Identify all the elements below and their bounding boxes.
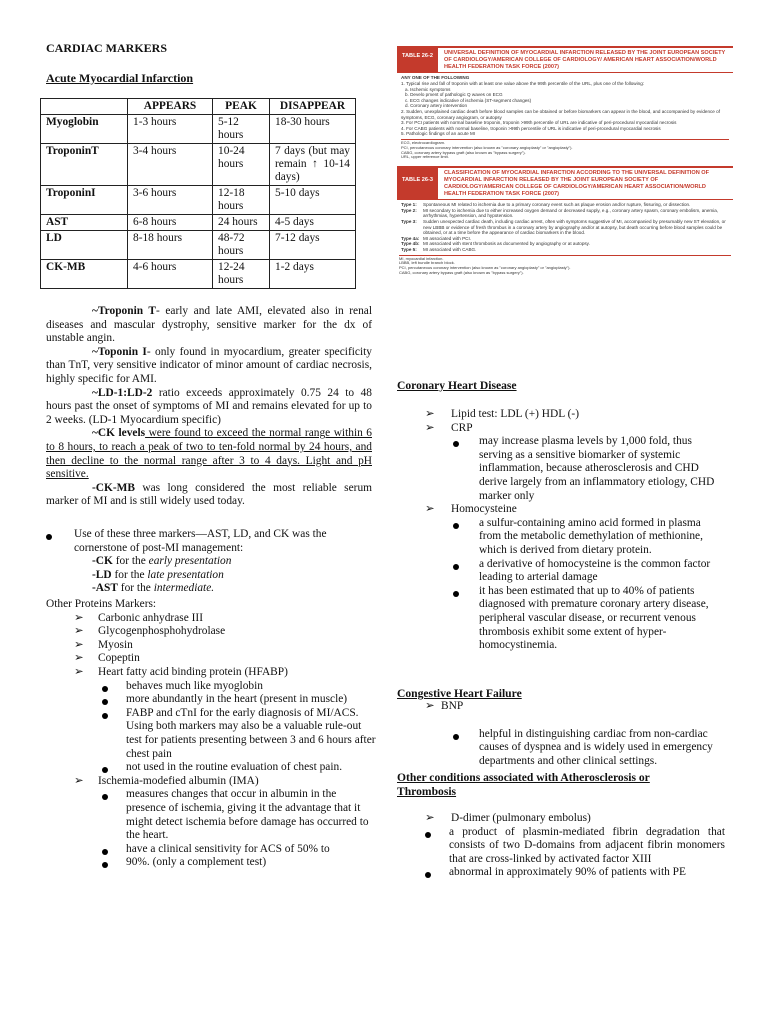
footnote: LBBB, left bundle branch block. (399, 260, 455, 266)
table-26-2-header (397, 46, 733, 73)
troponin-i-text: - only found in myocardium, greater specificity than TnT, very sensitive indicator of minor amount of cardiac necrosis, highly specific for AMI. (46, 345, 372, 385)
ast-use-text: intermediate. (153, 582, 215, 595)
marker-disappear: 7-12 days (270, 231, 356, 260)
table-header: PEAK (213, 99, 270, 115)
list-item (397, 422, 725, 436)
table-26-2-line: 2. Sudden, unexplained cardiac death before blood samples can be obtained or before biomarkers can appear in the blood, and accompanied by evidence of symptoms, ECG, coronary angiogram, or autopsy (401, 108, 720, 120)
list-item (397, 435, 725, 503)
footnote: ECG, electrocardiogram. (401, 139, 446, 145)
table-26-2-subheading: ANY ONE OF THE FOLLOWING (401, 75, 470, 81)
list-item (46, 775, 376, 789)
bullet-dot-icon (453, 438, 459, 452)
other-conditions-section (397, 812, 725, 880)
marker-peak: 24 hours (213, 215, 270, 231)
table-row (41, 186, 356, 215)
ld-term: -LD (92, 568, 112, 581)
bullet-dot-icon (453, 588, 459, 602)
ima-point: 90%. (only a complement test) (126, 856, 267, 869)
marker-name: LD (41, 231, 128, 260)
list-item (46, 528, 372, 555)
hfabp-point: behaves much like myoglobin (126, 679, 263, 692)
hfabp-point: more abundantly in the heart (present in muscle) (126, 693, 348, 706)
ck-mb-label: -CK-MB (92, 481, 136, 494)
other-conditions-heading: Other conditions associated with Atherosclerosis or Thrombosis (397, 771, 650, 798)
arrow-bullet-icon: ➢ (425, 408, 435, 420)
bullet-dot-icon (453, 731, 459, 745)
marker-name: TroponinI (41, 186, 128, 215)
ddimer-item: D-dimer (pulmonary embolus) (451, 812, 591, 824)
ck-mb-text: was long considered the most reliable serum marker of MI and is still widely used today. (46, 481, 372, 508)
list-item (397, 700, 725, 714)
ima-point: measures changes that occur in albumin in the presence of ischemia, giving it the advantage that it might detect ischemia before damage has occurred to the heart. (126, 788, 369, 842)
bullet-dot-icon (453, 561, 459, 575)
table-header-row (41, 99, 356, 115)
list-item (397, 728, 725, 769)
footnote: CABG, coronary artery bypass graft (also known as "bypass surgery"). (401, 149, 526, 155)
ast-use (46, 582, 372, 596)
list-item (397, 812, 725, 826)
table-26-3-tag: TABLE 26-3 (397, 168, 438, 199)
list-item (46, 856, 376, 870)
list-item (46, 788, 376, 842)
page-title: CARDIAC MARKERS (46, 41, 168, 55)
marker-peak: 48-72 hours (213, 231, 270, 260)
table-26-2-line: 4. For CABG patients with normal baseline, troponin >99th percentile of URL is indicative of peri-procedural myocardial necrosis (401, 125, 661, 131)
list-item (397, 585, 725, 653)
other-proteins-heading: Other Proteins Markers: (46, 598, 157, 610)
ck-for: for the (112, 555, 149, 568)
crp-item: CRP (451, 421, 473, 434)
arrow-bullet-icon: ➢ (74, 638, 84, 651)
ck-text: were found to exceed the normal range within 6 to 8 hours, to reach a peak of two to ten-fold normal by 24 hours, and then decline to the normal range after 3 to 4 days. Light and pH sensitive. (46, 427, 372, 481)
list-item (46, 707, 376, 761)
footnote: PCI, percutaneous coronary intervention (also known as "coronary angioplasty" or "angioplasty"). (399, 265, 571, 271)
protein-item: Carbonic anhydrase III (98, 611, 204, 624)
bullet-dot-icon (425, 829, 431, 843)
protein-item: Heart fatty acid binding protein (HFABP) (98, 665, 288, 678)
homocysteine-item: Homocysteine (451, 503, 517, 516)
table-26-2-line: 3. For PCI patients with normal baseline troponin, troponin >99th percentile of URL are indicative of peri-procedural myocardial necrosis (401, 120, 677, 126)
ck-label: ~CK levels (92, 427, 146, 440)
ck-use-text: early presentation (148, 555, 232, 568)
troponin-t-label: ~Troponin T (92, 305, 157, 317)
ld-label: ~LD-1:LD-2 (92, 386, 153, 399)
ck-use (46, 555, 372, 569)
table-26-2-line: 5. Pathologic findings of an acute MI (401, 131, 476, 137)
table-26-2-line: d. Coronary artery intervention (405, 103, 468, 109)
table-26-3-title: CLASSIFICATION OF MYOCARDIAL INFARCTION ACCORDING TO THE UNIVERSAL DEFINITION OF MYOCARDIAL INFARCTION RELEASED BY THE JOINT EUROPEAN SOCIETY OF CARDIOLOGY/AMERICAN COLLEGE OF CARDIOLOGY/AMERICAN HEART ASSOCIATION/WORLD HEALTH FEDERATION TASK FORCE (2007) (443, 170, 710, 197)
table-row (41, 231, 356, 260)
arrow-bullet-icon: ➢ (425, 812, 435, 824)
troponin-t-note (46, 305, 372, 346)
ami-heading: Acute Myocardial Infarction (46, 71, 194, 85)
arrow-bullet-icon: ➢ (425, 700, 435, 712)
list-item (46, 680, 376, 694)
hfabp-point: not used in the routine evaluation of chest pain. (126, 761, 343, 774)
table-26-2-footnotes (401, 139, 729, 160)
ck-mb-note (46, 482, 372, 509)
troponin-t-text: - early and late AMI, elevated also in renal diseases and mascular dystrophy, sensitive marker for the dx of unstable angin. (46, 305, 372, 345)
table-26-3-header (397, 166, 733, 200)
arrow-bullet-icon: ➢ (74, 625, 84, 638)
ck-note (46, 427, 372, 481)
marker-notes (46, 305, 372, 509)
marker-appears: 3-4 hours (128, 144, 213, 186)
marker-peak: 10-24 hours (213, 144, 270, 186)
mi-definition-figure (397, 46, 733, 372)
marker-disappear: 18-30 hours (270, 115, 356, 144)
lipid-item: Lipid test: LDL (+) HDL (-) (451, 408, 579, 420)
footnote: CABG, coronary artery bypass graft (also known as "bypass surgery"). (399, 270, 524, 276)
bullet-dot-icon (425, 869, 431, 883)
bullet-dot-icon (102, 791, 108, 805)
table-row (41, 260, 356, 289)
marker-appears: 6-8 hours (128, 215, 213, 231)
footnote: URL, upper reference limit. (401, 154, 449, 160)
list-item (397, 517, 725, 558)
table-header (41, 99, 128, 115)
table-header: APPEARS (128, 99, 213, 115)
marker-disappear: 4-5 days (270, 215, 356, 231)
footnote: PCI, percutaneous coronary intervention (also known as "coronary angioplasty" or "angioplasty"). (401, 144, 573, 150)
arrow-bullet-icon: ➢ (74, 652, 84, 665)
list-item (397, 558, 725, 585)
list-item (397, 408, 725, 422)
marker-name: TroponinT (41, 144, 128, 186)
marker-disappear: 7 days (but may remain ↑ 10-14 days) (270, 144, 356, 186)
ld-text: ratio exceeds approximately 0.75 24 to 48 hours past the onset of symptoms of MI and remains elevated for up to 2 weeks. (LD-1 Myocardium specific) (46, 386, 372, 426)
other-proteins-section (46, 598, 376, 870)
troponin-i-label: ~Toponin I (92, 345, 147, 358)
ast-for: for the (117, 582, 154, 595)
marker-name: AST (41, 215, 128, 231)
table-26-2-title: UNIVERSAL DEFINITION OF MYOCARDIAL INFARCTION RELEASED BY THE JOINT EUROPEAN SOCIETY OF CARDIOLOGY/AMERICAN COLLEGE OF CARDIOLOGY/ AMERICAN HEART ASSOCIATION/WORLD HEALTH FEDERATION TASK FORCE (2007) (443, 50, 726, 70)
marker-appears: 4-6 hours (128, 260, 213, 289)
cardiac-marker-table (40, 98, 356, 289)
mi-type-value: MI associated with PCI. (423, 235, 471, 241)
list-item (46, 625, 376, 639)
list-item (46, 612, 376, 626)
homocysteine-point: it has been estimated that up to 40% of patients diagnosed with premature coronary artery disease, peripheral vascular disease, or recurrent venous thrombosis exhibit some extent of hyper-homocystinemia. (479, 584, 709, 652)
arrow-bullet-icon: ➢ (74, 665, 84, 678)
protein-item: Glycogenphosphohydrolase (98, 625, 226, 638)
marker-peak: 5-12 hours (213, 115, 270, 144)
arrow-bullet-icon: ➢ (425, 421, 435, 434)
ld-for: for the (111, 568, 148, 581)
table-26-2-line: c. ECG changes indicative of ischemia (ST-segment changes) (405, 97, 532, 103)
table-header: DISAPPEAR (270, 99, 356, 115)
marker-appears: 1-3 hours (128, 115, 213, 144)
marker-appears: 8-18 hours (128, 231, 213, 260)
marker-peak: 12-24 hours (213, 260, 270, 289)
list-item (46, 843, 376, 857)
arrow-bullet-icon: ➢ (74, 774, 84, 787)
ddimer-point: a product of plasmin-mediated fibrin degradation that consists of two D-domains from adjacent fibrin monomers that are cross-linked by activated factor XIII (449, 825, 725, 865)
mi-type-value: MI secondary to ischemia due to either increased oxygen demand or decreased supply, e.g., coronary artery spasm, coronary embolism, anemia, arrhythmias, hypertension, and hypotension. (423, 207, 719, 219)
chf-section (397, 700, 725, 768)
list-item (397, 866, 725, 880)
mi-type-row (399, 219, 731, 236)
arrow-bullet-icon: ➢ (74, 611, 84, 624)
mi-type-key: Type 1: (401, 202, 417, 208)
three-markers-text: Use of these three markers—AST, LD, and CK was the cornerstone of post-MI management: (74, 528, 327, 554)
chd-section (397, 408, 725, 653)
homocysteine-point: a sulfur-containing amino acid formed in plasma from the metabolic demethylation of methionine, which is derived from dietary protein. (479, 516, 703, 556)
table-26-2-line: a. Ischemic symptoms (405, 86, 451, 92)
mi-type-key: Type 2: (401, 207, 417, 213)
protein-item: Myosin (98, 638, 133, 651)
list-item (46, 761, 376, 775)
table-26-2-tag: TABLE 26-2 (397, 48, 438, 72)
table-row (41, 115, 356, 144)
ast-term: -AST (92, 582, 118, 595)
table-row (41, 215, 356, 231)
marker-peak: 12-18 hours (213, 186, 270, 215)
bnp-point: helpful in distinguishing cardiac from non-cardiac causes of dyspnea and is widely used in emergency departments and other clinical settings. (479, 727, 713, 767)
marker-appears: 3-6 hours (128, 186, 213, 215)
mi-type-value: MI associated with stent thrombosis as documented by angiography or at autopsy. (423, 241, 590, 247)
list-item (397, 826, 725, 867)
marker-name: CK-MB (41, 260, 128, 289)
bnp-item: BNP (441, 700, 464, 712)
chd-heading: Coronary Heart Disease (397, 379, 517, 392)
table-26-3-footnotes (399, 255, 731, 276)
footnote: MI, myocardial infarction. (399, 255, 444, 261)
mi-type-key: Type 4b: (401, 241, 420, 247)
marker-disappear: 5-10 days (270, 186, 356, 215)
three-markers-block (46, 528, 372, 596)
marker-name: Myoglobin (41, 115, 128, 144)
arrow-bullet-icon: ➢ (425, 503, 435, 516)
ld-use-text: late presentation (147, 568, 224, 581)
list-item (397, 503, 725, 517)
mi-type-key: Type 4a: (401, 235, 420, 241)
mi-type-key: Type 3: (401, 219, 417, 225)
marker-disappear: 1-2 days (270, 260, 356, 289)
ima-item: Ischemia-modefied albumin (IMA) (98, 774, 259, 787)
ck-term: -CK (92, 555, 113, 568)
table-row (41, 144, 356, 186)
mi-type-key: Type 5: (401, 247, 417, 253)
mi-type-value: Spontaneous MI related to ischemia due to a primary coronary event such as plaque erosion and/or rupture, fissuring, or dissection. (423, 202, 691, 208)
hfabp-point: FABP and cTnI for the early diagnosis of MI/ACS. Using both markers may also be a valuable rule-out test for patients presenting between 3 and 6 hours after chest pain (126, 706, 376, 760)
chf-heading: Congestive Heart Failure (397, 687, 522, 700)
homocysteine-point: a derivative of homocysteine is the common factor leading to arterial damage (479, 557, 711, 584)
list-item (46, 639, 376, 653)
bullet-dot-icon (102, 859, 108, 873)
bullet-dot-icon (453, 520, 459, 534)
bullet-dot-icon (46, 531, 52, 545)
protein-item: Copeptin (98, 652, 140, 665)
list-item (46, 666, 376, 680)
bullet-dot-icon (102, 710, 108, 724)
mi-type-value: MI associated with CABG. (423, 247, 477, 253)
troponin-i-note (46, 346, 372, 387)
mi-type-row (399, 208, 731, 219)
mi-type-value: Sudden unexpected cardiac death, including cardiac arrest, often with symptoms suggestive of MI, accompanied by presumably new ST elevation, or new LBBB or evidence of fresh thrombus in a coronary artery by angiography and/or at autopsy, but death occurring before blood samples could be obtained, or at a time before the appearance of cardiac biomarkers in the blood. (423, 219, 726, 236)
table-26-2-line: 1. Typical rise and fall of troponin with at least one value above the 99th percentile of the URL, plus one of the following: (401, 80, 645, 86)
ld-use (46, 569, 372, 583)
table-26-2-line: b. Develo pment of pathologic Q waves on ECG (405, 92, 503, 98)
list-item (46, 652, 376, 666)
list-item (46, 693, 376, 707)
ddimer-point: abnormal in approximately 90% of patients with PE (449, 866, 686, 879)
mi-type-row (399, 247, 731, 253)
ld-note (46, 387, 372, 428)
ima-point: have a clinical sensitivity for ACS of 50% to (126, 842, 330, 855)
crp-point: may increase plasma levels by 1,000 fold, thus serving as a sensitive biomarker of systemic inflammation, because atherosclerosis and CHD derive largely from an inflammatory etiology, CHD marker only (479, 435, 715, 502)
